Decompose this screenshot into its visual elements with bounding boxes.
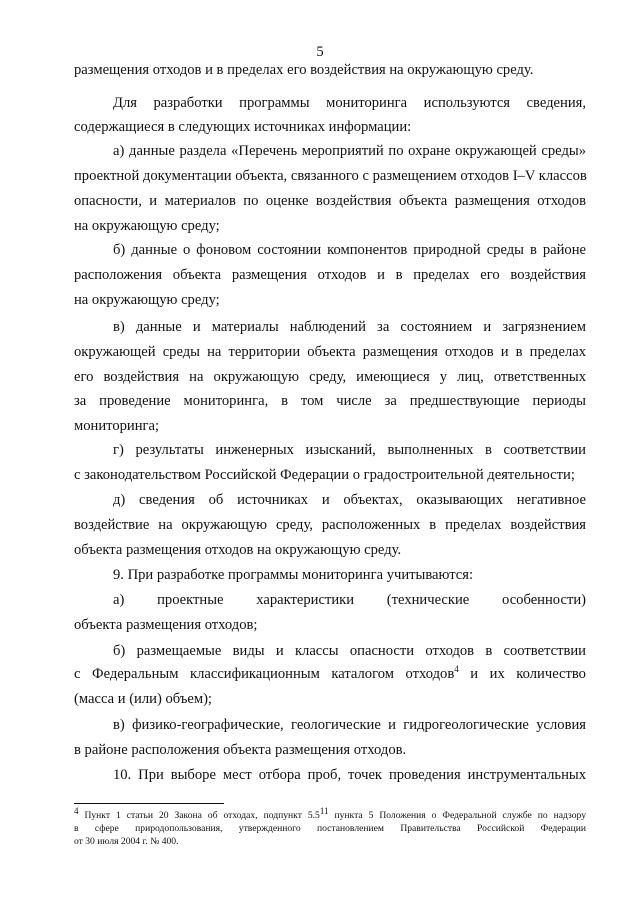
footnote-reference[interactable]: 4 <box>454 664 459 675</box>
footnote-text: пункта 5 Положения о Федеральной службе по надзору <box>334 810 586 821</box>
list-item-g: г) результаты инженерных изысканий, выполненных в соответствии <box>113 442 586 458</box>
text-line: содержащиеся в следующих источниках информации: <box>74 119 412 135</box>
text-line: воздействие на окружающую среду, расположенных в пределах воздействия <box>74 517 586 533</box>
text-line: объекта размещения отходов; <box>74 617 258 633</box>
text-line: за проведение мониторинга, в том числе за предшествующие периоды <box>74 393 586 409</box>
text-line: объекта размещения отходов на окружающую среду. <box>74 542 402 558</box>
footnote-text: Пункт 1 статьи 20 Закона об отходах, подпункт 5.5 <box>84 810 320 821</box>
text-line: с законодательством Российской Федерации о градостроительной деятельности; <box>74 467 575 483</box>
list-item-a: а) данные раздела «Перечень мероприятий по охране окружающей среды» <box>113 143 586 159</box>
footnote-line <box>74 805 586 822</box>
list-item-b: б) размещаемые виды и классы опасности отходов в соответствии <box>113 643 586 659</box>
text-line: его воздействия на окружающую среду, имеющиеся у лиц, ответственных <box>74 369 586 385</box>
list-item-a: а) проектные характеристики (технические особенности) <box>113 592 586 608</box>
paragraph-first-line: Для разработки программы мониторинга используются сведения, <box>113 95 586 111</box>
text-fragment: с Федеральным классификационным каталогом отходов <box>74 666 455 682</box>
footnote-line: в сфере природопользования, утвержденного постановлением Правительства Российской Федерации <box>74 823 586 834</box>
text-line-with-footnote <box>74 666 586 683</box>
footnote-sup: 11 <box>319 805 329 816</box>
list-item-v: в) данные и материалы наблюдений за состоянием и загрязнением <box>113 319 586 335</box>
footnote-marker: 4 <box>74 805 79 816</box>
section-9-heading: 9. При разработке программы мониторинга учитываются: <box>113 567 474 583</box>
list-item-d: д) сведения об источниках и объектах, оказывающих негативное <box>113 492 586 508</box>
footnote-divider <box>74 803 224 804</box>
text-line: мониторинга; <box>74 418 160 434</box>
text-line: в районе расположения объекта размещения отходов. <box>74 742 407 758</box>
footnote-line: от 30 июля 2004 г. № 400. <box>74 836 179 847</box>
section-10-heading: 10. При выборе мест отбора проб, точек проведения инструментальных <box>113 767 586 783</box>
text-line: расположения объекта размещения отходов и в пределах его воздействия <box>74 267 586 283</box>
list-item-v: в) физико-географические, геологические и гидрогеологические условия <box>113 717 586 733</box>
text-line: на окружающую среду; <box>74 292 220 308</box>
text-line: размещения отходов и в пределах его воздействия на окружающую среду. <box>74 62 534 78</box>
text-line: на окружающую среду; <box>74 218 220 234</box>
page-number: 5 <box>316 44 324 60</box>
list-item-b: б) данные о фоновом состоянии компонентов природной среды в районе <box>113 242 586 258</box>
text-fragment: и их количество <box>470 666 586 682</box>
text-line: окружающей среды на территории объекта размещения отходов и в пределах <box>74 344 586 360</box>
text-line: (масса и (или) объем); <box>74 691 212 707</box>
text-line: проектной документации объекта, связанного с размещением отходов I–V классов <box>74 168 587 184</box>
text-line: опасности, и материалов по оценке воздействия объекта размещения отходов <box>74 193 586 209</box>
